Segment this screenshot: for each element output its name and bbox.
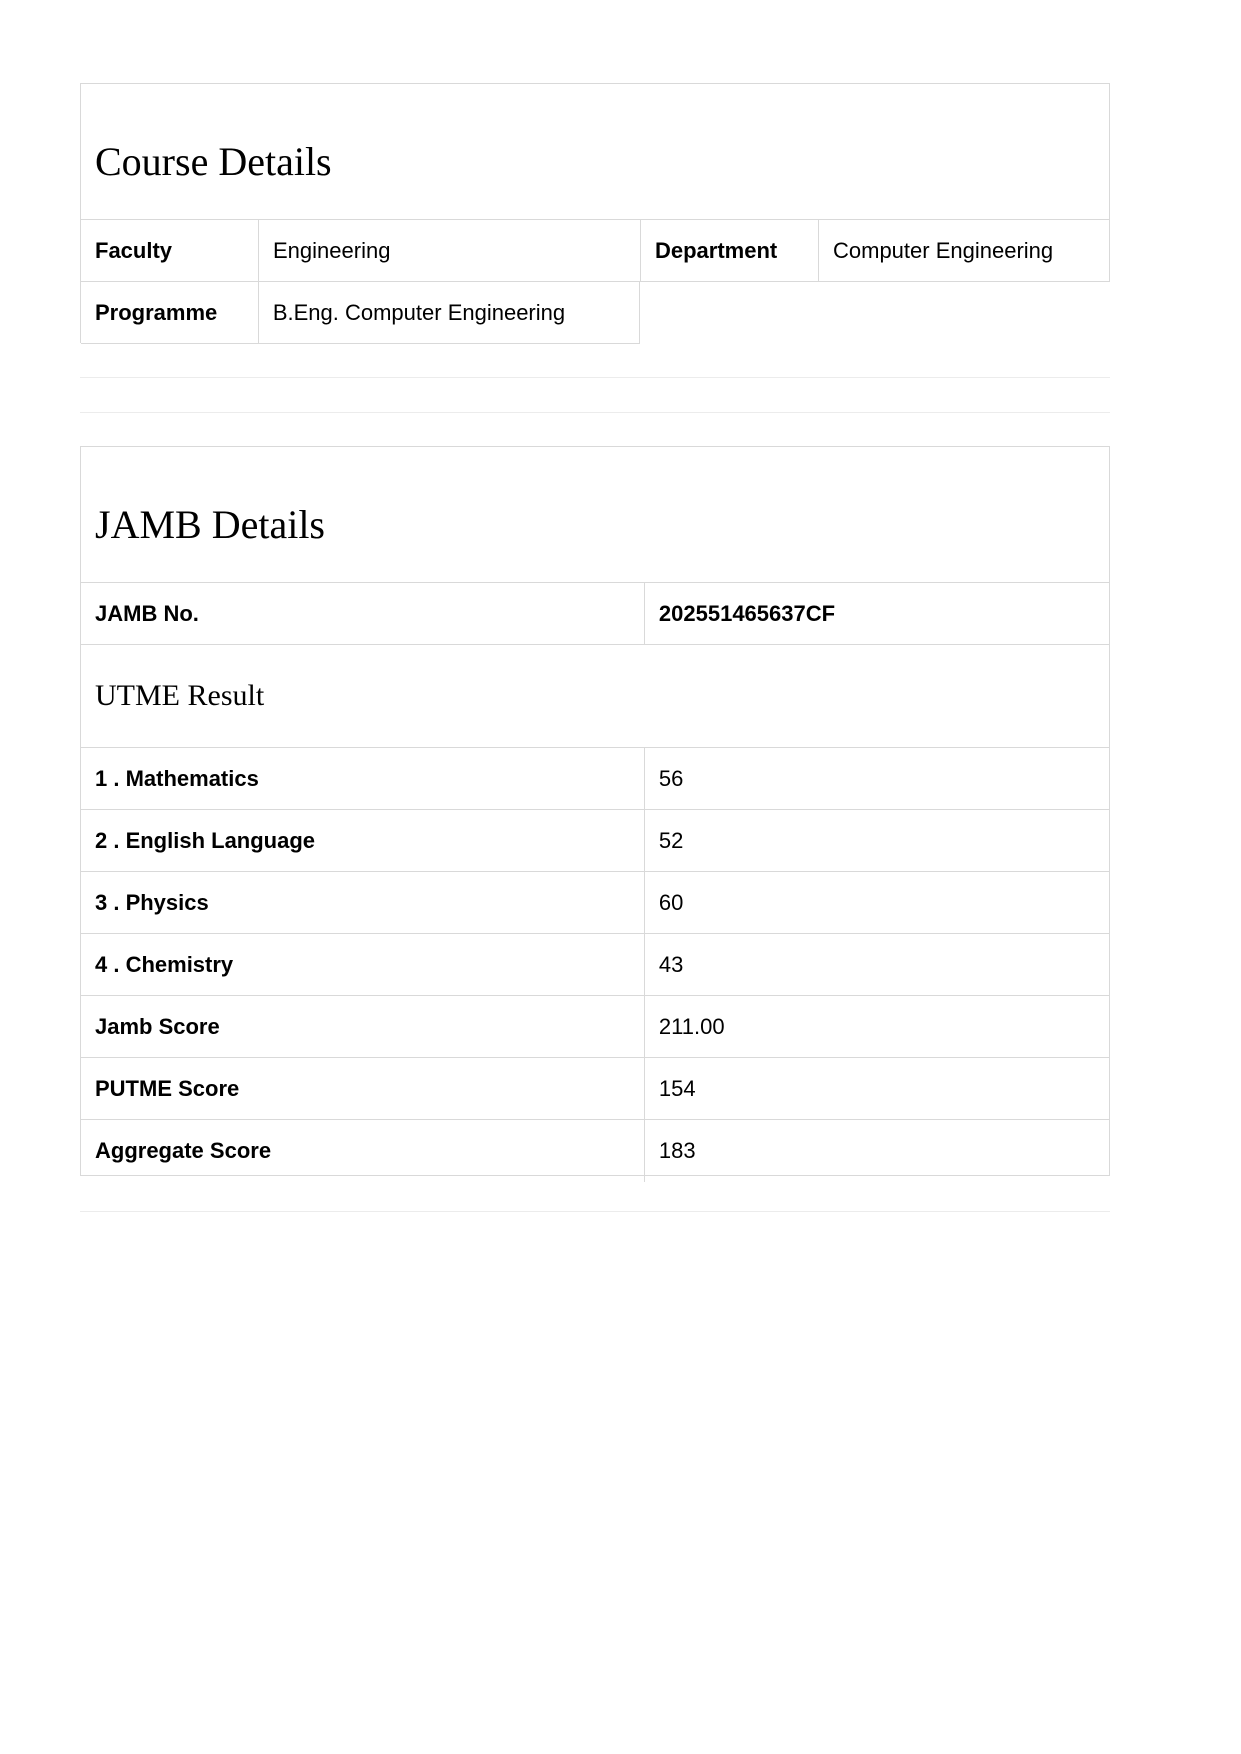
table-row: [81, 748, 1109, 810]
putme-score-value: 154: [658, 1075, 696, 1101]
subject-score: 43: [658, 951, 684, 977]
subject-label: 3 . Physics: [81, 872, 645, 933]
jamb-no-value: 202551465637CF: [658, 600, 836, 626]
jamb-details-title: JAMB Details: [81, 447, 1109, 583]
utme-result-heading: UTME Result: [81, 645, 1109, 748]
course-row-faculty: [81, 220, 1109, 282]
subject-label: 1 . Mathematics: [81, 748, 645, 809]
subject-score: 60: [658, 889, 684, 915]
aggregate-score-row: [81, 1120, 1109, 1182]
jamb-score-value: 211.00: [658, 1013, 725, 1039]
aggregate-score-value: 183: [658, 1138, 696, 1163]
jamb-no-label: JAMB No.: [81, 583, 645, 644]
table-row: [81, 934, 1109, 996]
subject-label: 2 . English Language: [81, 810, 645, 871]
aggregate-score-label: Aggregate Score: [81, 1120, 645, 1182]
subject-label: 4 . Chemistry: [81, 934, 645, 995]
course-details-section: [80, 83, 1110, 343]
programme-label: Programme: [81, 282, 259, 344]
programme-empty-cell: [640, 282, 1110, 346]
course-details-title: Course Details: [81, 84, 1109, 220]
divider: [80, 377, 1110, 378]
department-value: Computer Engineering: [833, 237, 1054, 263]
jamb-details-section: [80, 446, 1110, 1176]
table-row: [81, 872, 1109, 934]
subject-score: 52: [658, 827, 684, 853]
course-row-programme: [81, 282, 1109, 344]
putme-score-row: [81, 1058, 1109, 1120]
faculty-label: Faculty: [81, 220, 259, 281]
jamb-no-row: [81, 583, 1109, 645]
subject-score: 56: [658, 765, 684, 791]
divider: [80, 1211, 1110, 1212]
department-label: Department: [641, 220, 819, 281]
faculty-value: Engineering: [259, 220, 641, 281]
jamb-score-row: [81, 996, 1109, 1058]
putme-score-label: PUTME Score: [81, 1058, 645, 1119]
table-row: [81, 810, 1109, 872]
divider: [80, 412, 1110, 413]
jamb-score-label: Jamb Score: [81, 996, 645, 1057]
programme-value: B.Eng. Computer Engineering: [259, 282, 641, 344]
